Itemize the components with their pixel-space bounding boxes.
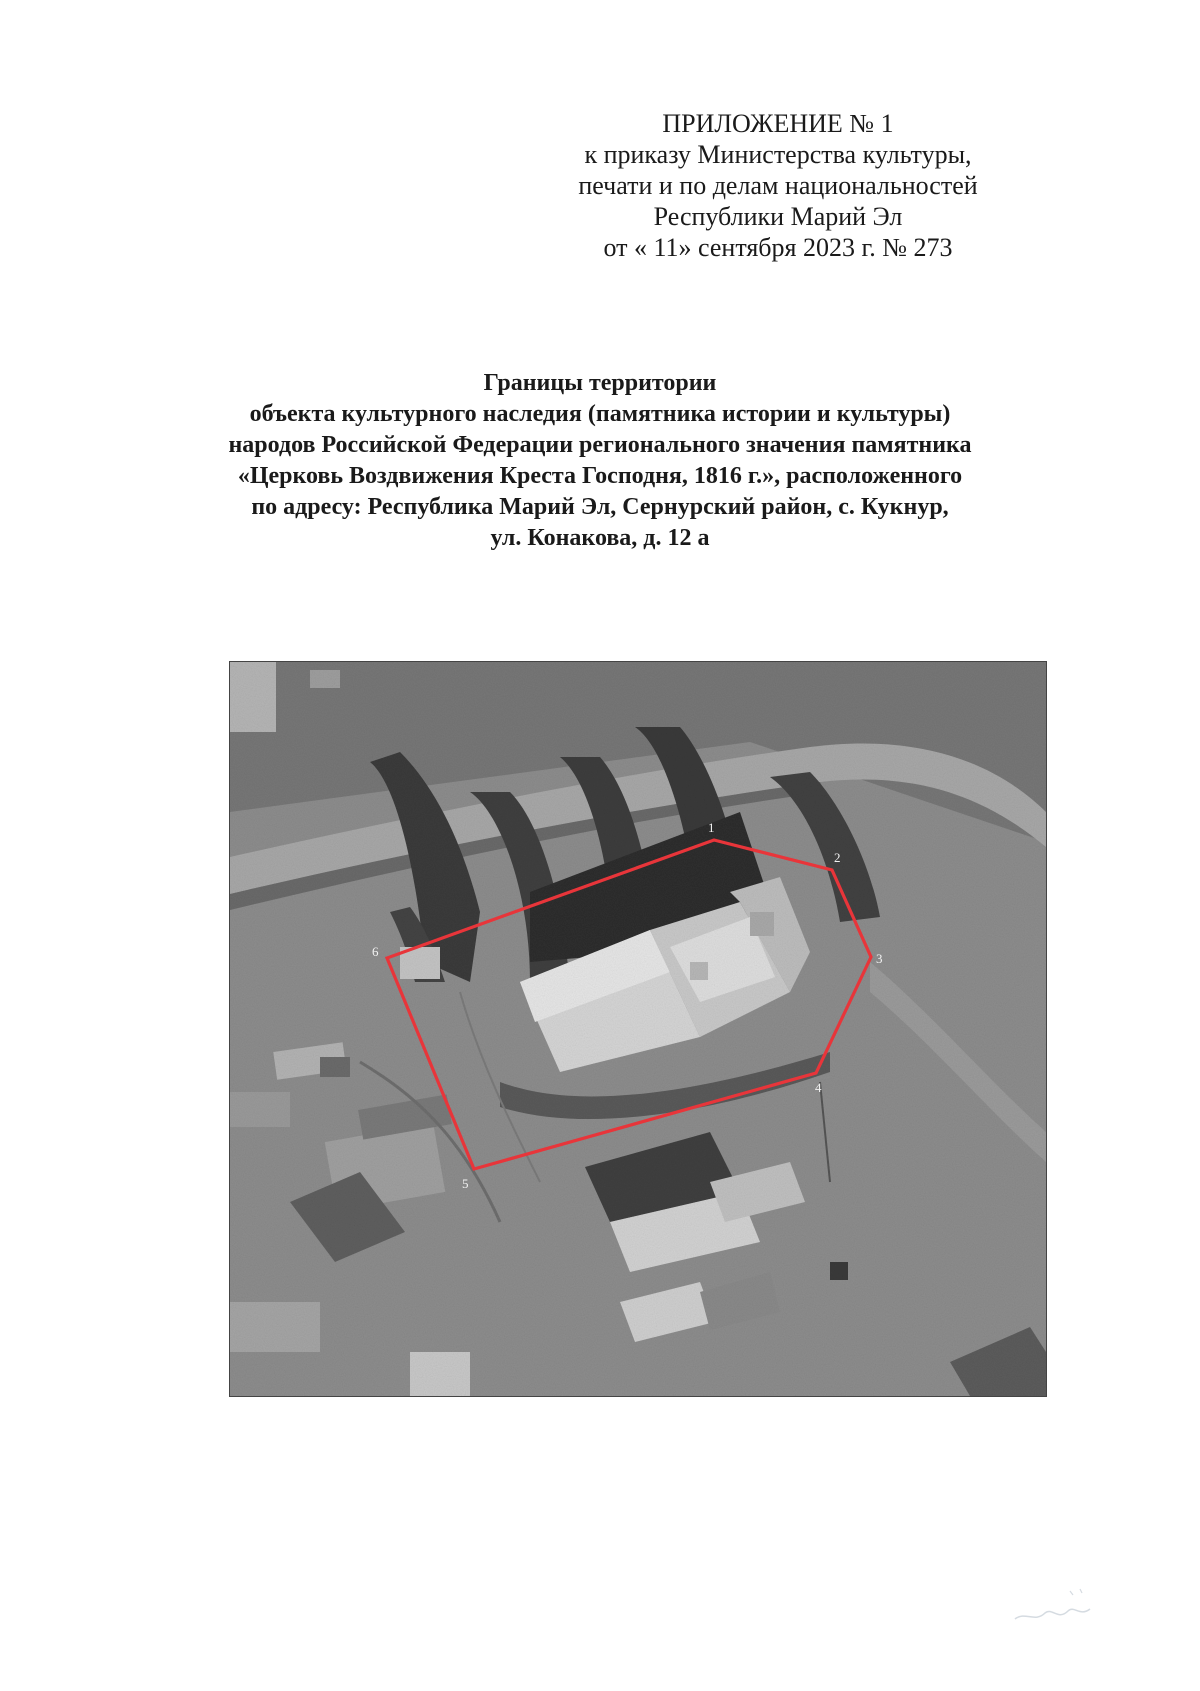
appendix-number: ПРИЛОЖЕНИЕ № 1 <box>662 109 894 138</box>
aerial-map-svg <box>230 662 1046 1396</box>
appendix-header <box>498 108 1058 263</box>
title-line-3: народов Российской Федерации регионального значения памятника <box>228 432 972 458</box>
handwritten-mark <box>1010 1581 1100 1631</box>
map-terrain <box>230 662 1046 1396</box>
boundary-point-6: 6 <box>372 944 379 959</box>
boundary-point-4: 4 <box>815 1080 822 1095</box>
aerial-map <box>229 661 1047 1397</box>
boundary-point-2: 2 <box>834 850 841 865</box>
boundary-point-1: 1 <box>708 820 715 835</box>
title-line-6: ул. Конакова, д. 12 а <box>490 525 710 551</box>
title-line-4: «Церковь Воздвижения Креста Господня, 1816 г.», расположенного <box>237 463 963 489</box>
appendix-order-line: к приказу Министерства культуры, <box>584 140 972 169</box>
title-line-1: Границы территории <box>483 370 717 396</box>
appendix-ministry-line: печати и по делам национальностей <box>578 171 978 200</box>
boundary-point-5: 5 <box>462 1176 469 1191</box>
title-line-2: объекта культурного наследия (памятника истории и культуры) <box>249 401 951 427</box>
appendix-republic-line: Республики Марий Эл <box>653 202 903 231</box>
document-title <box>120 368 1080 554</box>
boundary-point-3: 3 <box>876 951 883 966</box>
appendix-date-line: от « 11» сентября 2023 г. № 273 <box>603 233 953 262</box>
title-line-5: по адресу: Республика Марий Эл, Сернурский район, с. Кукнур, <box>251 494 949 520</box>
